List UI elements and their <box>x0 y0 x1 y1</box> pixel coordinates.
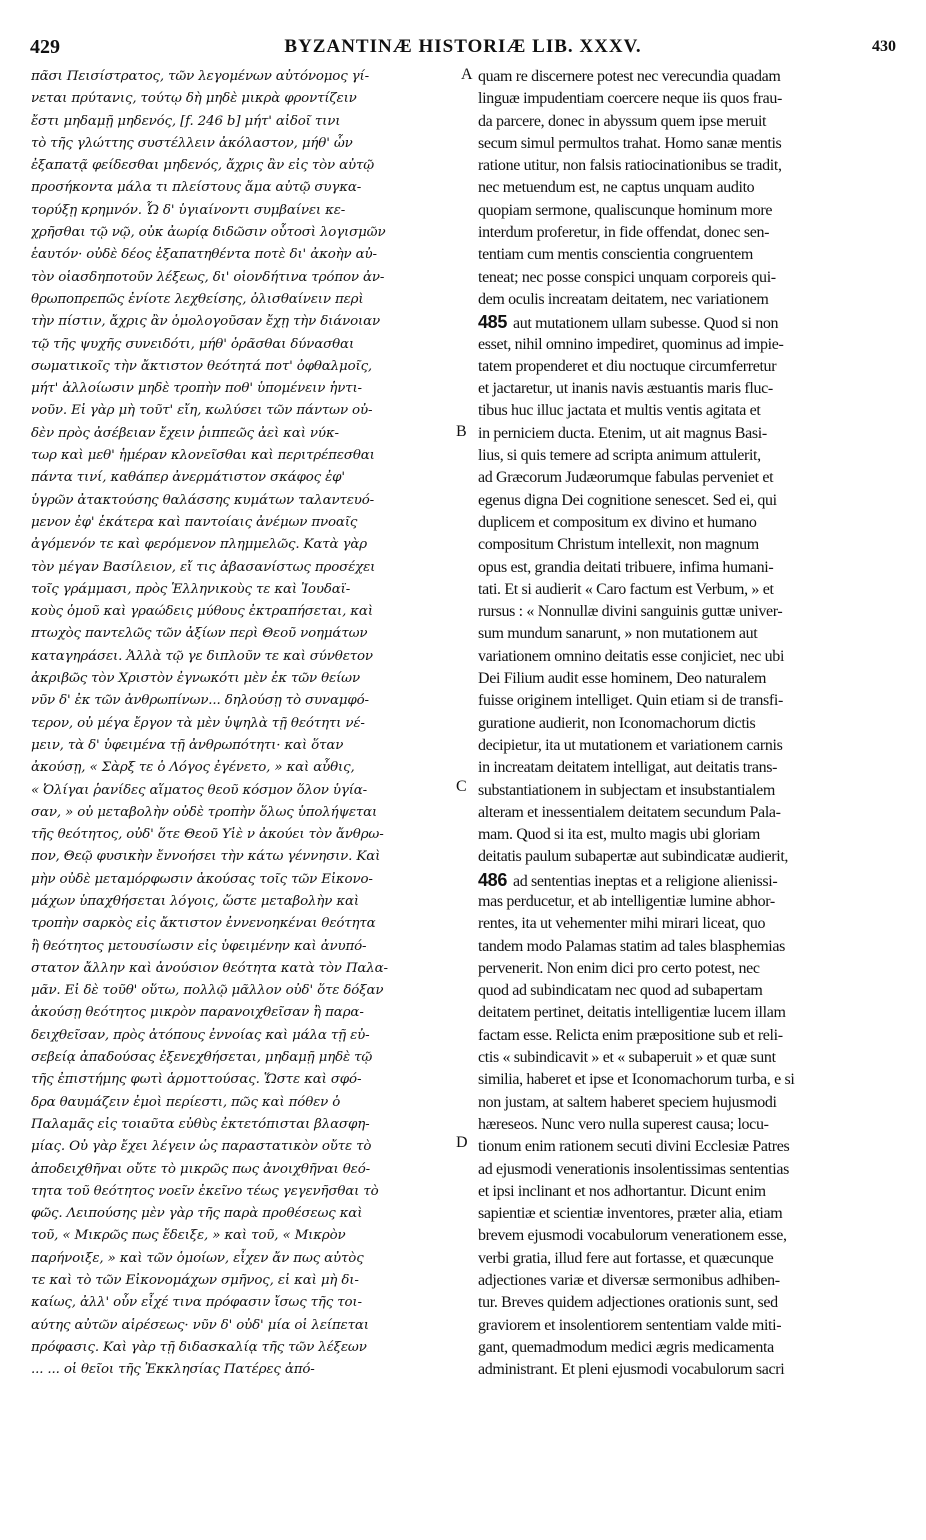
greek-text-line: στατον ἄλλην καὶ ἀνούσιον θεότητα κατὰ τὸν Παλα- <box>31 960 388 976</box>
greek-text-line: τοῦ, « Μικρῶς πως ἔδειξε, » καὶ τοῦ, « Μικρὸν <box>31 1228 346 1244</box>
greek-text-line: πρόφασις. Καὶ γὰρ τῇ διδασκαλίᾳ τῆς τῶν λέξεων <box>31 1339 367 1355</box>
latin-text-line: adjectiones variæ et diversæ sermonibus adhiben- <box>478 1272 780 1290</box>
latin-text-line: sapientiæ et scientiæ inventores, præter alia, etiam <box>478 1205 783 1223</box>
latin-text-line: quopiam sermone, qualiscunque hominum more <box>478 201 773 219</box>
left-page-number: 429 <box>30 36 60 58</box>
greek-text-line: νεται πρύτανις, τούτῳ δὴ μηδὲ μικρὰ φροντίζειν <box>31 91 357 107</box>
running-title: BYZANTINÆ HISTORIÆ LIB. XXXV. <box>284 36 642 57</box>
greek-text-line: ἀποδειχθῆναι οὔτε τὸ μικρῶς πως ἀνοιχθῆναι θεό- <box>31 1161 370 1177</box>
greek-text-line: τὸν μέγαν Βασίλειον, εἴ τις ἀβασανίστως προσέχει <box>31 559 376 575</box>
greek-text-line: αύτης αὐτῶν αἱρέσεως· νῦν δ' οὐδ' μία οἱ λείπεται <box>31 1317 369 1333</box>
latin-text-line: brevem ejusmodi vocabulorum venerationem esse, <box>478 1227 787 1245</box>
greek-text-line: μήτ' ἀλλοίωσιν μηδὲ τροπὴν ποθ' ὑπομένειν ἡντι- <box>31 381 362 397</box>
latin-text-line: tur. Breves quidem adjectiones orationis sunt, sed <box>478 1294 778 1312</box>
greek-text-line: ... ... οἱ θεῖοι τῆς Ἐκκλησίας Πατέρες ἀπό- <box>31 1362 315 1378</box>
latin-text-line: tibus huc illuc jactata et multis ventis agitata et <box>478 402 761 420</box>
latin-text-line: alteram et inessentialem deitatem secundum Pala- <box>478 803 781 821</box>
latin-text-line: interdum proferetur, in fide offendat, donec sen- <box>478 224 770 242</box>
latin-text-line: in perniciem ducta. Etenim, ut ait magnus Basi- <box>478 424 767 442</box>
latin-text-line: ratione utitur, non falsis ratiocinationibus se tradit, <box>478 157 782 175</box>
latin-text-line: tentiam cum mentis conscientia congruentem <box>478 246 753 264</box>
latin-text-line: da parcere, donec in abyssum quem ipse meruit <box>478 112 767 130</box>
latin-text-line: ctis « subindicavit » et « subaperuit » et quæ sunt <box>478 1049 776 1067</box>
latin-text-line: quod ad subindicatam nec quod ad subapertam <box>478 982 763 1000</box>
latin-text-line: quam re discernere potest nec verecundia quadam <box>478 68 781 85</box>
greek-text-line: ἀκούσῃ θεότητος μικρὸν παρανοιχθεῖσαν ἢ παρα- <box>31 1005 364 1021</box>
latin-text-line: Dei Filium audit esse hominem, Deo naturalem <box>478 670 767 688</box>
greek-text-line: τοῖς γράμμασι, πρὸς Ἑλληνικοὺς τε καὶ Ἰουδαϊ- <box>31 581 351 597</box>
greek-text-line: καίως, ἀλλ' οὖν εἶχέ τινα πρόφασιν ἴσως τῆς τοι- <box>31 1295 362 1311</box>
greek-text-column <box>31 66 451 1382</box>
greek-text-line: μενον ἐφ' ἑκάτερα καὶ παντοίαις ἀνέμων πνοαῖς <box>31 514 358 530</box>
margin-letter-d: D <box>456 1134 468 1151</box>
latin-text-line: secum simul permultos trahat. Homo sanæ mentis <box>478 134 782 152</box>
latin-text-line: 486 ad sententias ineptas et a religione alienissi- <box>478 869 778 890</box>
greek-text-line: δειχθεῖσαν, πρὸς ἀτόπους ἐννοίας καὶ μάλα τῇ εὐ- <box>31 1027 370 1043</box>
greek-text-line: μειν, τὰ δ' ὑφειμένα τῇ ἀνθρωπότητι· καὶ ὅταν <box>31 737 344 753</box>
greek-text-line: δρα θαυμάζειν ἐμοὶ περίεστι, πῶς καὶ πόθεν ὁ <box>31 1094 341 1110</box>
latin-text-line: lius, si quis temere ad scripta animum attulerit, <box>478 447 761 465</box>
greek-text-line: σωματικοῖς τὴν ἄκτιστον θεότητά ποτ' ὀφθαλμοῖς, <box>31 358 373 374</box>
latin-text-line: et jactaretur, ut inanis navis æstuantis maris fluc- <box>478 380 773 398</box>
greek-text-line: τῆς θεότητος, οὐδ' ὅτε Θεοῦ Υἱὲ ν ἀκούει τὸν ἄνθρω- <box>31 827 384 843</box>
margin-letter-b: B <box>456 423 467 440</box>
greek-text-line: πάντα τινί, καθάπερ ἀνερμάτιστον σκάφος ἐφ' <box>31 470 345 486</box>
latin-text-line: substantiationem in subjectam et insubstantialem <box>478 781 775 799</box>
page-header <box>30 36 896 62</box>
latin-text-line: linguæ impudentiam coercere neque iis quos frau- <box>478 90 782 108</box>
latin-text-line: factam esse. Relicta enim præpositione sub et reli- <box>478 1026 783 1044</box>
latin-text-line: rentes, ita ut vehementer mihi mirari liceat, quo <box>478 915 766 933</box>
greek-text-line: σεβείᾳ ἀπαδούσας ἐξενεχθήσεται, μηδαμῇ μηδὲ τῷ <box>31 1050 373 1066</box>
latin-text-line: tionum enim rationem secuti divini Ecclesiæ Patres <box>478 1138 790 1156</box>
latin-text-line: guratione audierit, non Iconomachorum dictis <box>478 714 756 732</box>
margin-letter-a: A <box>461 66 473 83</box>
greek-text-line: ἐξαπατᾷ φείδεσθαι μηδενός, ἄχρις ἂν εἰς τὸν αὐτῷ <box>31 158 374 174</box>
greek-text-line: τητα τοῦ θεότητος νοεῖν ἐκεῖνο τέως γεγενῆσθαι τὸ <box>31 1183 379 1199</box>
greek-text-line: ἀκριβῶς τὸν Χριστὸν ἐγνωκότι μὲν ἐκ τῶν θείων <box>31 671 360 687</box>
marginal-page-number: 485 <box>478 312 507 333</box>
latin-text-line: similia, haberet et ipse et Iconomachorum turba, e si <box>478 1071 795 1089</box>
greek-text-line: τροπὴν σαρκὸς εἰς ἄκτιστον ἐννενοηκέναι θεότητα <box>31 916 376 932</box>
latin-text-line: tatem propenderet et diu noctuque circumferretur <box>478 357 777 375</box>
greek-text-line: ἀκούσῃ, « Σὰρξ τε ὁ Λόγος ἐγένετο, » καὶ αὖθις, <box>31 760 355 776</box>
latin-text-line: egenus digna Dei cognitione senescet. Sed ei, qui <box>478 491 777 509</box>
greek-text-line: Παλαμᾶς εἰς τοιαῦτα εὐθὺς ἐκτετόπισται βλασφη- <box>31 1116 370 1132</box>
latin-text-line: ad Græcorum Judæorumque fabulas perveniet et <box>478 469 774 487</box>
greek-text-line: τωρ καὶ μεθ' ἡμέραν κλονεῖσθαι καὶ περιτρέπεσθαι <box>31 448 375 464</box>
latin-text-line: mas perducetur, et ab intelligentiæ lumine abhor- <box>478 892 775 910</box>
marginal-page-number: 486 <box>478 869 507 890</box>
latin-text-line: decipietur, ita ut mutationem et variationem carnis <box>478 736 783 754</box>
greek-text-line: μίας. Οὐ γὰρ ἔχει λέγειν ὡς παραστατικὸν οὔτε τὸ <box>31 1139 372 1155</box>
greek-text-line: τὴν πίστιν, ἄχρις ἂν ὁμολογοῦσαν ἔχῃ τὴν διάνοιαν <box>31 314 381 330</box>
latin-text-line: teneat; nec posse conspici unquam corporeis qui- <box>478 268 776 286</box>
latin-text-line: dem oculis increatam deitatem, nec variationem <box>478 290 769 308</box>
greek-text-line: σαν, » οὐ μεταβολὴν οὐδὲ τροπὴν ὅλως ὑπολήψεται <box>31 804 378 820</box>
latin-text-line: administrant. Et pleni ejusmodi vocabulorum sacri <box>478 1361 785 1379</box>
latin-text-line: deitatem pertinet, deitatis intelligentiæ lucem illam <box>478 1004 786 1022</box>
greek-text-line: ἑαυτόν· οὐδὲ δέος ἐξαπατηθέντα ποτὲ δι' ἀκοὴν αὐ- <box>31 247 377 263</box>
greek-text-line: τορύξῃ κρημνόν. Ὧ δ' ὑγιαίνοντι συμβαίνει κε- <box>31 202 346 218</box>
latin-text-line: hæreseos. Nunc vero nulla superest causa; locu- <box>478 1115 769 1133</box>
greek-text-line: κοὺς ὁμοῦ καὶ γραώδεις μύθους ἐκτραπήσεται, καὶ <box>31 604 373 620</box>
greek-text-line: ἔστι μηδαμῇ μηδενός, [f. 246 b] μήτ' αἰδοῖ τινι <box>31 113 341 129</box>
greek-text-line: τὸν οἱασδηποτοῦν λέξεως, δι' οἱονδήτινα τρόπον ἀν- <box>31 269 385 285</box>
latin-text-line: nec metuendum est, ne captus unquam audito <box>478 179 755 197</box>
greek-text-line: δὲν πρὸς ἀσέβειαν ἔχειν ῥιππεῶς ἀεὶ καὶ νύκ- <box>31 425 339 441</box>
latin-text-line: deitatis paulum subapertæ aut subindicatæ audierit, <box>478 848 789 866</box>
greek-text-line: φῶς. Λειπούσης μὲν γὰρ τῆς παρὰ προθέσεως καὶ <box>31 1206 363 1222</box>
greek-text-line: τὸ τῆς γλώττης συστέλλειν ἀκόλαστον, μήθ' ὧν <box>31 135 353 151</box>
greek-text-line: ἢ θεότητος μετουσίωσιν εἰς ὑφειμένην καὶ ἀνυπό- <box>31 938 367 954</box>
greek-text-line: τε καὶ τὸ τῶν Εἰκονομάχων σμῆνος, εἰ καὶ μὴ δι- <box>31 1273 359 1289</box>
greek-text-line: τῆς ἐπιστήμης φωτὶ ἁρμοττούσας. Ὥστε καὶ σφό- <box>31 1072 362 1088</box>
greek-text-line: πᾶσι Πεισίστρατος, τῶν λεγομένων αὐτόνομος γί- <box>31 69 370 84</box>
greek-text-line: « Ὀλίγαι ῥανίδες αἵματος θεοῦ κόσμον ὅλον ὑγία- <box>31 782 368 798</box>
greek-text-line: ἀγόμενόν τε καὶ φερόμενον πλημμελῶς. Κατὰ γὰρ <box>31 537 367 553</box>
greek-text-line: τῷ τῆς ψυχῆς συνειδότι, μήθ' ὁρᾶσθαι δύνασθαι <box>31 336 355 352</box>
greek-text-line: θρωποπρεπῶς ἐνίοτε λεχθείσης, ὀλισθαίνειν περὶ <box>31 291 364 307</box>
greek-text-line: τερον, οὐ μέγα ἔργον τὰ μὲν ὑψηλὰ τῇ θεότητι νέ- <box>31 715 365 731</box>
latin-text-line: sum mundum sanarunt, » non mutationem aut <box>478 625 758 643</box>
latin-text-line: et ipsi inclinant et nos adhortantur. Dicunt enim <box>478 1182 766 1200</box>
greek-text-line: νοῦν. Εἰ γὰρ μὴ τοῦτ' εἴη, κωλύσει τῶν πάντων οὐ- <box>31 403 373 419</box>
margin-letter-c: C <box>456 778 467 795</box>
latin-text-line: pervenerit. Non enim dici pro certo potest, nec <box>478 959 760 977</box>
latin-text-line: verbi gratia, illud fere aut fortasse, et quæcunque <box>478 1249 774 1267</box>
latin-text-line: duplicem et compositum ex divino et humano <box>478 513 757 531</box>
greek-text-line: παρήνοιξε, » καὶ τῶν ὁμοίων, εἶχεν ἄν πως αὐτὸς <box>31 1250 364 1266</box>
greek-text-line: χρῆσθαι τῷ νῷ, οὐκ ἀωρίᾳ διδῶσιν οὗτοσὶ λογισμῶν <box>31 225 386 241</box>
latin-text-line: tati. Et si audierit « Caro factum est Verbum, » et <box>478 580 774 598</box>
latin-text-line: in increatam deitatem intelligat, aut deitatis trans- <box>478 759 778 777</box>
latin-text-line: mam. Quod si ita est, multo magis ubi gloriam <box>478 826 761 844</box>
latin-text-line: compositum Christum intellexit, non magnum <box>478 536 759 554</box>
latin-text-line: ad ejusmodi venerationis insolentissimas sententias <box>478 1160 789 1178</box>
right-page-number: 430 <box>872 38 896 55</box>
latin-text-line: tandem modo Palamas statim ad tales blasphemias <box>478 937 786 955</box>
latin-text-line: fuisse originem intelliget. Quin etiam si de transfi- <box>478 692 783 710</box>
latin-text-line: non justam, at saltem haberet speciem hujusmodi <box>478 1093 777 1111</box>
greek-text-line: ὑγρῶν ἀτακτούσης θαλάσσης κυμάτων ταλαντευό- <box>31 492 375 508</box>
greek-text-line: προσήκοντα μάλα τι πλείστους ἅμα αὐτῷ συγκα- <box>31 180 362 196</box>
greek-text-line: πον, Θεῷ φυσικὴν ἔννοήσει τὴν κάτω γέννησιν. Καὶ <box>31 849 381 865</box>
greek-text-line: μᾶν. Εἰ δὲ τοῦθ' οὕτω, πολλῷ μᾶλλον οὐδ' ὅτε δόξαν <box>31 983 384 999</box>
greek-text-line: πτωχὸς παντελῶς τῶν ἀξίων περὶ Θεοῦ νοημάτων <box>31 626 368 642</box>
greek-text-line: μάχων ὑπαχθήσεται λόγοις, ὥστε μεταβολὴν καὶ <box>31 893 359 909</box>
latin-text-line: gant, quemadmodum medici ægris medicamenta <box>478 1338 774 1356</box>
latin-text-column <box>478 66 894 1382</box>
latin-text-line: esset, nihil omnino impediret, quominus ad impie- <box>478 335 784 353</box>
latin-text-line: opus est, grandia deitati tribuere, infima humani- <box>478 558 774 576</box>
latin-text-line: graviorem et insolentiorem sententiam valde miti- <box>478 1316 782 1334</box>
latin-text-line: rursus : « Nonnullæ divini sanguinis guttæ univer- <box>478 603 783 621</box>
greek-text-line: νῦν δ' ἐκ τῶν ἀνθρωπίνων... δηλούσῃ τὸ συναμφό- <box>31 693 369 709</box>
latin-text-line: 485 aut mutationem ullam subesse. Quod si non <box>478 312 779 333</box>
greek-text-line: μὴν οὐδὲ μεταμόρφωσιν ἀκούσας τοῖς τῶν Εἰκονο- <box>31 871 373 887</box>
greek-text-line: καταγηράσει. Ἀλλὰ τῷ γε διπλοῦν τε καὶ σύνθετον <box>31 648 373 664</box>
latin-text-line: variationem omnino deitatis esse conjiciet, nec ubi <box>478 647 785 665</box>
